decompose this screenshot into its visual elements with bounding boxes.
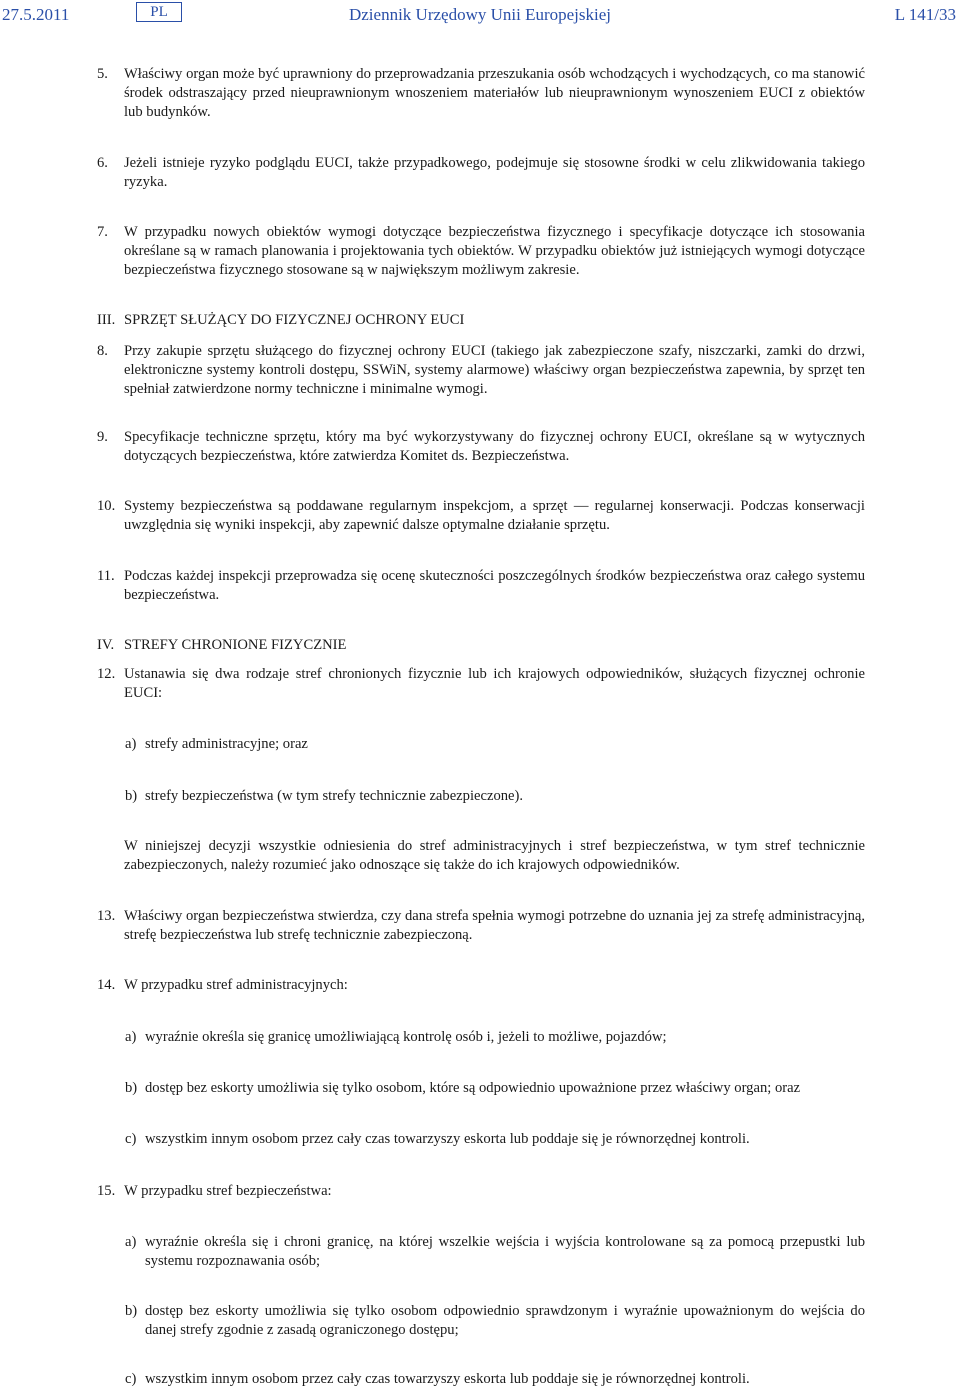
list-item (125, 787, 865, 806)
paragraph-12-note (97, 837, 865, 875)
paragraph-13 (97, 907, 865, 945)
page-header (0, 4, 960, 26)
section-heading-iv (97, 636, 865, 655)
paragraph-number: 8. (97, 343, 108, 359)
journal-title: Dziennik Urzędowy Unii Europejskiej (348, 5, 611, 24)
list-item-letter: a) (125, 1029, 137, 1045)
paragraph-text: Systemy bezpieczeństwa są poddawane regularnym inspekcjom, a sprzęt — regularnej konserwacji. Podczas konserwacji uwzględnia się wyniki inspekcji, aby zapewnić dalsze optymalne działanie sprzętu. (124, 498, 865, 533)
list-item-text: wyraźnie określa się granicę umożliwiającą kontrolę osób i, jeżeli to możliwe, pojazdów; (145, 1029, 667, 1045)
paragraph-text: Jeżeli istnieje ryzyko podglądu EUCI, także przypadkowego, podejmuje się stosowne środki w celu zlikwidowania takiego ryzyka. (124, 155, 865, 190)
list-item-text: wyraźnie określa się i chroni granicę, na której wszelkie wejścia i wyjścia kontrolowane są za pomocą przepustki lub systemu rozpoznawania osób; (145, 1234, 865, 1269)
paragraph-10 (97, 497, 865, 535)
list-item (125, 1370, 865, 1389)
section-title: STREFY CHRONIONE FIZYCZNIE (124, 637, 347, 653)
paragraph-7 (97, 223, 865, 280)
section-number: III. (97, 312, 116, 328)
list-item-text: dostęp bez eskorty umożliwia się tylko osobom, które są odpowiednio upoważnione przez właściwy organ; oraz (145, 1080, 801, 1096)
list-item (125, 1302, 865, 1340)
paragraph-number: 11. (97, 568, 115, 584)
paragraph-number: 12. (97, 666, 116, 682)
paragraph-text: Podczas każdej inspekcji przeprowadza się ocenę skuteczności poszczególnych środków bezpieczeństwa oraz całego systemu bezpieczeństwa. (124, 568, 865, 603)
list-item (125, 1130, 865, 1149)
list-item-text: wszystkim innym osobom przez cały czas towarzyszy eskorta lub poddaje się je równorzędnej kontroli. (145, 1371, 750, 1387)
paragraph-9 (97, 428, 865, 466)
list-item-letter: a) (125, 736, 137, 752)
paragraph-text: W przypadku stref administracyjnych: (124, 977, 348, 993)
list-item-text: wszystkim innym osobom przez cały czas towarzyszy eskorta lub poddaje się je równorzędnej kontroli. (145, 1131, 750, 1147)
list-item (125, 1079, 865, 1098)
paragraph-number: 10. (97, 498, 116, 514)
paragraph-text: W niniejszej decyzji wszystkie odniesienia do stref administracyjnych i stref bezpieczeństwa, w tym stref technicznie zabezpieczonych, należy rozumieć jako odnoszące się także do ich krajowych odpowiedników. (124, 838, 865, 873)
paragraph-8 (97, 342, 865, 399)
language-badge: PL (136, 2, 182, 22)
paragraph-text: W przypadku stref bezpieczeństwa: (124, 1183, 332, 1199)
list-item-text: dostęp bez eskorty umożliwia się tylko osobom odpowiednio sprawdzonym i wyraźnie upoważnionym do wejścia do danej strefy zgodnie z zasadą ograniczonego dostępu; (145, 1303, 865, 1338)
list-item-letter: c) (125, 1371, 137, 1387)
publication-date: 27.5.2011 (2, 5, 70, 24)
paragraph-12 (97, 665, 865, 703)
paragraph-number: 6. (97, 155, 108, 171)
list-item (125, 735, 865, 754)
section-title: SPRZĘT SŁUŻĄCY DO FIZYCZNEJ OCHRONY EUCI (124, 312, 465, 328)
section-number: IV. (97, 637, 115, 653)
section-heading-iii (97, 311, 865, 330)
list-item (125, 1028, 865, 1047)
paragraph-number: 5. (97, 66, 108, 82)
list-item-text: strefy administracyjne; oraz (145, 736, 308, 752)
paragraph-number: 15. (97, 1183, 116, 1199)
paragraph-number: 14. (97, 977, 116, 993)
paragraph-5 (97, 65, 865, 122)
list-item-letter: b) (125, 1303, 138, 1319)
list-item (125, 1233, 865, 1271)
paragraph-number: 9. (97, 429, 108, 445)
list-item-letter: b) (125, 1080, 138, 1096)
paragraph-6 (97, 154, 865, 192)
paragraph-14 (97, 976, 865, 995)
paragraph-11 (97, 567, 865, 605)
page-reference: L 141/33 (894, 5, 956, 24)
paragraph-number: 13. (97, 908, 116, 924)
paragraph-text: Przy zakupie sprzętu służącego do fizycznej ochrony EUCI (takiego jak zabezpieczone szafy, niszczarki, zamki do drzwi, elektroniczne systemy kontroli dostępu, SSWiN, systemy alarmowe) właściwy organ bezpieczeństwa zapewnia, by sprzęt ten spełniał zatwierdzone normy techniczne i minimalne wymogi. (124, 343, 865, 397)
paragraph-text: W przypadku nowych obiektów wymogi dotyczące bezpieczeństwa fizycznego i specyfikacje dotyczące ich stosowania określane są w ramach planowania i projektowania tych obiektów. W przypadku obiektów już istniejących wymogi dotyczące bezpieczeństwa fizycznego stosowane są w największym możliwym zakresie. (124, 224, 865, 278)
list-item-letter: b) (125, 788, 138, 804)
paragraph-text: Właściwy organ bezpieczeństwa stwierdza, czy dana strefa spełnia wymogi potrzebne do uznania jej za strefę administracyjną, strefę bezpieczeństwa lub strefę technicznie zabezpieczoną. (124, 908, 865, 943)
paragraph-15 (97, 1182, 865, 1201)
paragraph-text: Ustanawia się dwa rodzaje stref chronionych fizycznie lub ich krajowych odpowiedników, służących fizycznej ochronie EUCI: (124, 666, 865, 701)
list-item-letter: c) (125, 1131, 137, 1147)
list-item-text: strefy bezpieczeństwa (w tym strefy technicznie zabezpieczone). (145, 788, 524, 804)
paragraph-text: Właściwy organ może być uprawniony do przeprowadzania przeszukania osób wchodzących i wychodzących, co ma stanowić środek odstraszający przed nieuprawnionym wnoszeniem materiałów lub nieuprawnionym wynoszeniem EUCI z obiektów lub budynków. (124, 66, 865, 120)
list-item-letter: a) (125, 1234, 137, 1250)
paragraph-number: 7. (97, 224, 108, 240)
paragraph-text: Specyfikacje techniczne sprzętu, który ma być wykorzystywany do fizycznej ochrony EUCI, określane są w wytycznych dotyczących bezpieczeństwa, które zatwierdza Komitet ds. Bezpieczeństwa. (124, 429, 865, 464)
